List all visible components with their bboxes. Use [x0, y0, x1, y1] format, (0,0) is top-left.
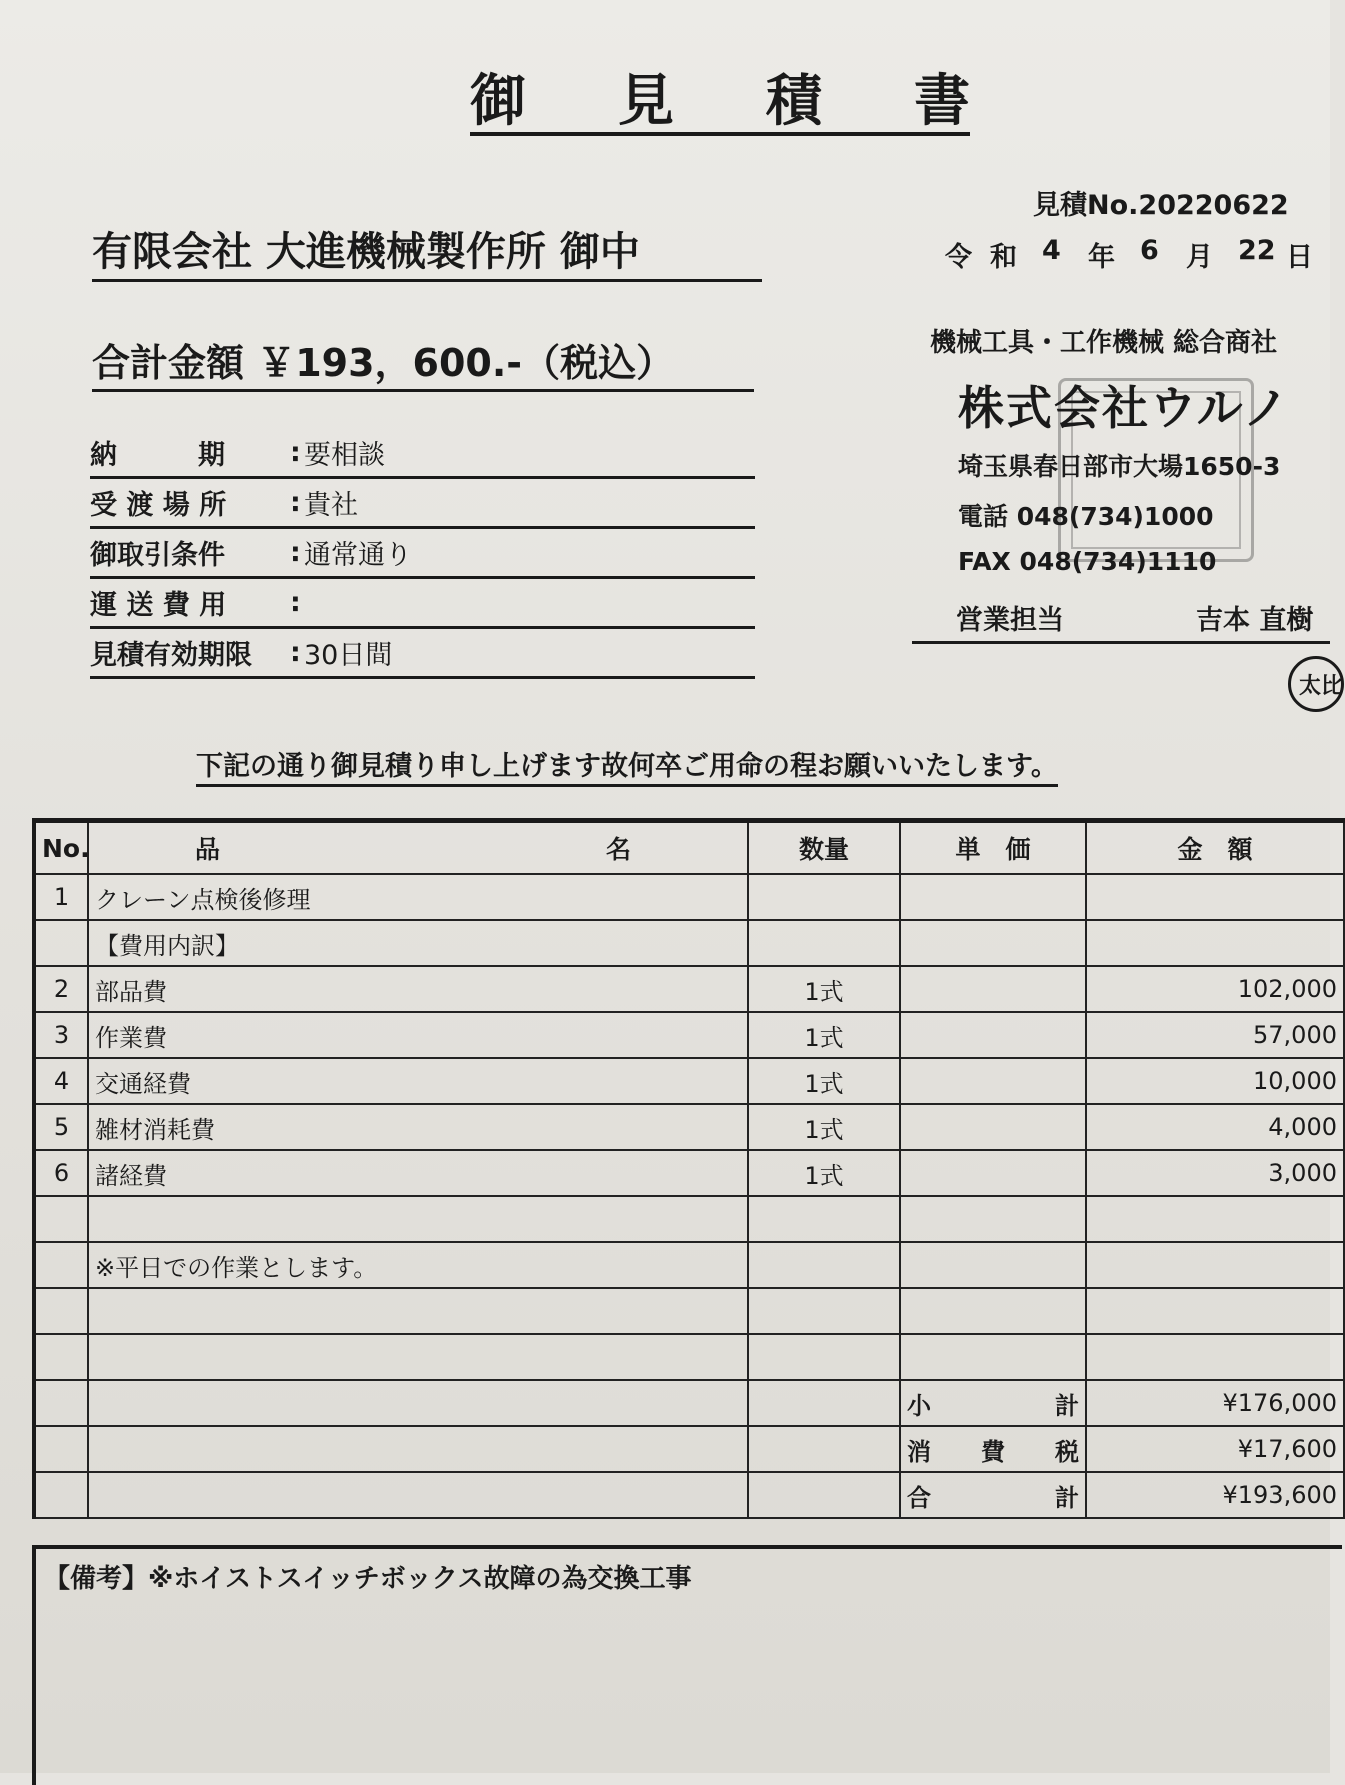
summary-label-char: 消 [907, 1437, 931, 1466]
row-name: ※平日での作業とします。 [88, 1242, 748, 1288]
row-name: 部品費 [88, 966, 748, 1012]
title-char: 書 [914, 69, 970, 134]
condition-value: 貴社 [304, 489, 358, 521]
date-part: 和 [990, 242, 1017, 273]
row-qty [748, 874, 900, 920]
condition-validity: 見積有効期限 : 30日間 [90, 628, 755, 679]
row-amount [1086, 1288, 1344, 1334]
row-amount: 10,000 [1086, 1058, 1344, 1104]
condition-value: 通常通り [304, 539, 412, 571]
date-part: 4 [1042, 235, 1061, 266]
date-part: 令 [945, 242, 972, 273]
condition-label: 運 送 費 用 [90, 589, 227, 621]
summary-label-char: 費 [981, 1437, 1005, 1466]
row-name: 【費用内訳】 [88, 920, 748, 966]
row-no [34, 1288, 88, 1334]
condition-label: 納 期 [90, 439, 225, 471]
row-qty: 1式 [748, 1150, 900, 1196]
table-header-row [34, 821, 1344, 875]
summary-row-tax [34, 1426, 1344, 1472]
row-no: 4 [34, 1058, 88, 1104]
row-qty: 1式 [748, 1012, 900, 1058]
personal-stamp: 太比 [1288, 656, 1344, 712]
row-unit [900, 966, 1086, 1012]
row-name: 雑材消耗費 [88, 1104, 748, 1150]
row-no [34, 1334, 88, 1380]
row-qty: 1式 [748, 1058, 900, 1104]
row-name [88, 1288, 748, 1334]
total-label [900, 1472, 1086, 1518]
row-name [88, 1334, 748, 1380]
total-amount: ¥193,600 [1086, 1472, 1344, 1518]
row-amount [1086, 1242, 1344, 1288]
total-amount-line: 合計金額 ￥193，600.-（税込） [92, 332, 754, 392]
row-unit [900, 1058, 1086, 1104]
row-qty [748, 1242, 900, 1288]
title-char: 積 [766, 69, 822, 134]
row-no: 5 [34, 1104, 88, 1150]
row-qty: 1式 [748, 1104, 900, 1150]
remarks-text: 【備考】※ホイストスイッチボックス故障の為交換工事 [44, 1564, 692, 1594]
condition-value: 30日間 [304, 639, 393, 671]
date-part: 6 [1140, 235, 1159, 266]
row-unit [900, 1150, 1086, 1196]
row-unit [900, 1104, 1086, 1150]
table-row [34, 1150, 1344, 1196]
table-row [34, 1242, 1344, 1288]
items-table [32, 818, 1345, 1519]
condition-label: 見積有効期限 [90, 639, 252, 671]
date-part: 年 [1088, 242, 1115, 273]
row-name: 作業費 [88, 1012, 748, 1058]
row-amount [1086, 874, 1344, 920]
title-char: 御 [470, 69, 526, 134]
header-unit-price: 単 価 [900, 821, 1086, 875]
quote-number: 見積No.20220622 [1033, 190, 1289, 221]
row-no: 6 [34, 1150, 88, 1196]
table-row [34, 1196, 1344, 1242]
row-unit [900, 1196, 1086, 1242]
table-row [34, 920, 1344, 966]
row-amount [1086, 920, 1344, 966]
row-no [34, 920, 88, 966]
condition-delivery: 納 期 : 要相談 [90, 428, 755, 479]
quote-date [945, 235, 1330, 274]
summary-label-char: 税 [1055, 1437, 1079, 1466]
row-name: クレーン点検後修理 [88, 874, 748, 920]
row-amount: 57,000 [1086, 1012, 1344, 1058]
summary-label-char: 合 [907, 1483, 931, 1512]
condition-value: 要相談 [304, 439, 385, 471]
row-name: 諸経費 [88, 1150, 748, 1196]
row-unit [900, 1334, 1086, 1380]
row-no [34, 1242, 88, 1288]
document-title [470, 62, 970, 136]
company-address: 埼玉県春日部市大場1650-3 [958, 452, 1281, 481]
row-unit [900, 920, 1086, 966]
header-name-char: 品 [195, 835, 221, 864]
table-row [34, 1334, 1344, 1380]
condition-place: 受 渡 場 所 : 貴社 [90, 478, 755, 529]
row-unit [900, 1288, 1086, 1334]
row-amount: 3,000 [1086, 1150, 1344, 1196]
tax-amount: ¥17,600 [1086, 1426, 1344, 1472]
company-fax: FAX 048(734)1110 [958, 547, 1217, 576]
company-name: 株式会社ウルノ [958, 381, 1291, 435]
sales-representative [912, 598, 1330, 644]
row-qty [748, 1334, 900, 1380]
condition-label: 受 渡 場 所 [90, 489, 227, 521]
row-unit [900, 874, 1086, 920]
subtotal-label [900, 1380, 1086, 1426]
summary-row-subtotal [34, 1380, 1344, 1426]
date-part: 月 [1186, 242, 1213, 273]
table-row [34, 1012, 1344, 1058]
sales-name: 吉本 直樹 [1196, 605, 1314, 636]
row-qty [748, 1196, 900, 1242]
date-part: 日 [1286, 242, 1313, 273]
summary-label-char: 計 [1055, 1391, 1079, 1420]
row-no: 3 [34, 1012, 88, 1058]
row-amount [1086, 1334, 1344, 1380]
row-unit [900, 1012, 1086, 1058]
table-row [34, 874, 1344, 920]
condition-label: 御取引条件 [90, 539, 225, 571]
row-qty [748, 920, 900, 966]
row-name [88, 1196, 748, 1242]
header-no: No. [34, 821, 88, 875]
company-phone: 電話 048(734)1000 [958, 502, 1214, 531]
subtotal-amount: ¥176,000 [1086, 1380, 1344, 1426]
header-amount: 金 額 [1086, 821, 1344, 875]
date-part: 22 [1238, 235, 1276, 266]
tax-label [900, 1426, 1086, 1472]
row-amount: 102,000 [1086, 966, 1344, 1012]
row-no [34, 1196, 88, 1242]
row-amount: 4,000 [1086, 1104, 1344, 1150]
row-unit [900, 1242, 1086, 1288]
table-row [34, 1288, 1344, 1334]
row-no: 1 [34, 874, 88, 920]
condition-shipping: 運 送 費 用 : [90, 578, 755, 629]
row-amount [1086, 1196, 1344, 1242]
header-quantity: 数量 [748, 821, 900, 875]
row-no: 2 [34, 966, 88, 1012]
table-row [34, 966, 1344, 1012]
sales-label: 営業担当 [956, 605, 1064, 636]
row-qty: 1式 [748, 966, 900, 1012]
summary-label-char: 計 [1055, 1483, 1079, 1512]
title-char: 見 [618, 69, 674, 134]
condition-terms: 御取引条件 : 通常通り [90, 528, 755, 579]
summary-row-total [34, 1472, 1344, 1518]
row-qty [748, 1288, 900, 1334]
table-row [34, 1104, 1344, 1150]
header-name-char: 名 [605, 835, 631, 864]
header-item-name [88, 821, 748, 875]
table-row [34, 1058, 1344, 1104]
company-tagline: 機械工具・工作機械 総合商社 [930, 328, 1278, 358]
recipient: 有限会社 大進機械製作所 御中 [92, 220, 762, 282]
row-name: 交通経費 [88, 1058, 748, 1104]
summary-label-char: 小 [907, 1391, 931, 1420]
request-statement: 下記の通り御見積り申し上げます故何卒ご用命の程お願いいたします。 [196, 744, 1058, 787]
